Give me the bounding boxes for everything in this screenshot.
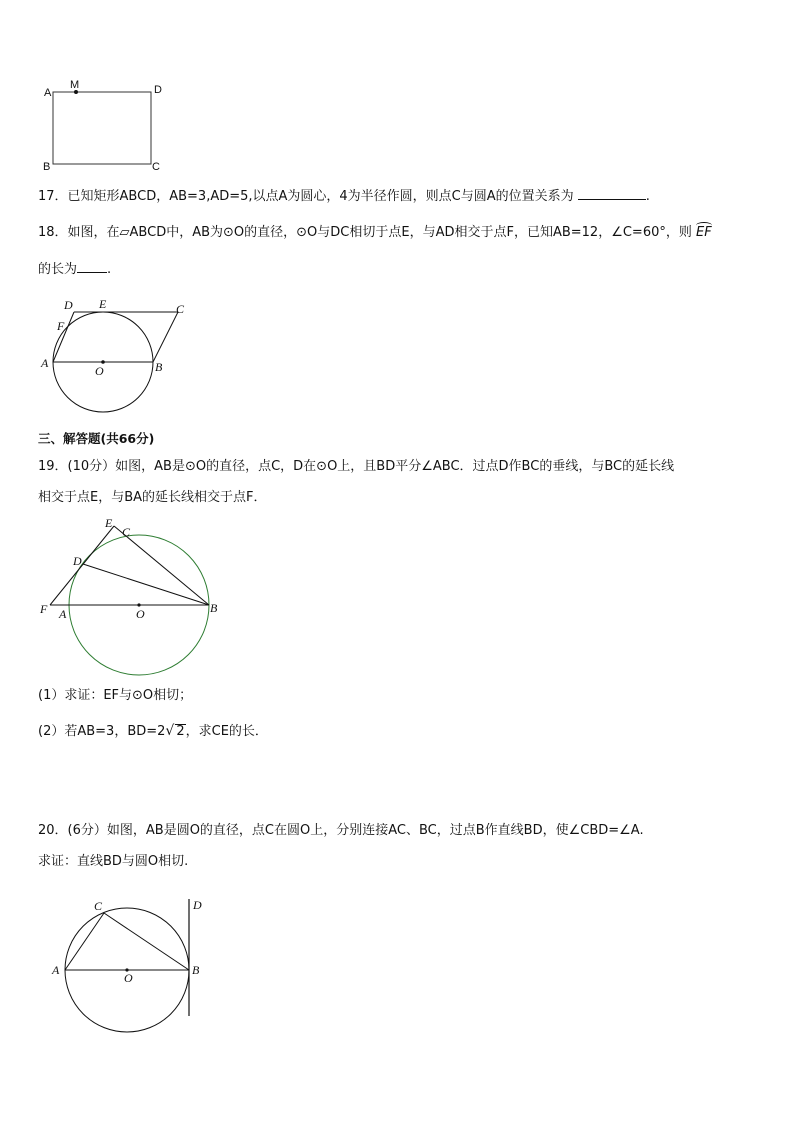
rectangle-figure bbox=[30, 78, 180, 178]
label-D: D bbox=[193, 898, 202, 912]
label-C: C bbox=[122, 525, 131, 539]
q18-tail: . bbox=[107, 262, 112, 277]
label-M: M bbox=[70, 79, 80, 91]
arc-ef-label: EF bbox=[696, 224, 712, 242]
question-19-line2: 相交于点E，与BA的延长线相交于点F． bbox=[38, 490, 267, 505]
question-20-line1: 20．(6分）如图，AB是圆O的直径，点C在圆O上，分别连接AC、BC，过点B作直线BD，使∠CBD=∠A. bbox=[38, 823, 644, 838]
label-A: A bbox=[44, 87, 52, 99]
section-heading: 三、解答题(共66分) bbox=[38, 431, 155, 446]
question-19-sub2: (2）若AB=3，BD=2√ 2，求CE的长． bbox=[38, 723, 268, 739]
q18-line2: 的长为 bbox=[38, 262, 78, 277]
label-E: E bbox=[99, 297, 107, 311]
label-A: A bbox=[52, 963, 60, 977]
label-O: O bbox=[124, 971, 133, 985]
question-19-sub1: (1）求证：EF与⊙O相切； bbox=[38, 688, 193, 703]
question-18-line2 bbox=[38, 260, 111, 279]
question-20-line2: 求证：直线BD与圆O相切. bbox=[38, 854, 189, 869]
label-B: B bbox=[192, 963, 200, 977]
label-A: A bbox=[41, 356, 49, 370]
figure-20 bbox=[48, 896, 218, 1041]
answer-blank bbox=[578, 187, 646, 200]
label-C: C bbox=[176, 302, 185, 316]
answer-blank bbox=[77, 260, 107, 273]
label-E: E bbox=[105, 516, 113, 530]
label-F: F bbox=[57, 319, 65, 333]
label-O: O bbox=[95, 364, 104, 378]
label-D: D bbox=[64, 298, 73, 312]
label-A: A bbox=[59, 607, 67, 621]
label-O: O bbox=[136, 607, 145, 621]
label-B: B bbox=[43, 161, 51, 173]
figure-18 bbox=[36, 295, 206, 420]
label-B: B bbox=[210, 601, 218, 615]
figure-19 bbox=[36, 515, 226, 680]
question-17 bbox=[38, 187, 650, 206]
label-D: D bbox=[73, 554, 82, 568]
label-F: F bbox=[40, 602, 48, 616]
label-C: C bbox=[152, 161, 160, 173]
q17-text: 17．已知矩形ABCD，AB=3,AD=5,以点A为圆心，4为半径作圆，则点C与圆A的位置关系为 bbox=[38, 189, 574, 204]
label-D: D bbox=[154, 84, 162, 96]
question-18-line1 bbox=[38, 224, 712, 242]
q17-tail: . bbox=[645, 189, 650, 204]
label-C: C bbox=[94, 899, 103, 913]
question-19-line1: 19．(10分）如图，AB是⊙O的直径，点C，D在⊙O上，且BD平分∠ABC．过点D作BC的垂线，与BC的延长线 bbox=[38, 459, 675, 474]
label-B: B bbox=[155, 360, 163, 374]
q18-line1: 18．如图，在▱ABCD中，AB为⊙O的直径，⊙O与DC相切于点E，与AD相交于点F，已知AB=12，∠C=60°，则 bbox=[38, 225, 692, 240]
